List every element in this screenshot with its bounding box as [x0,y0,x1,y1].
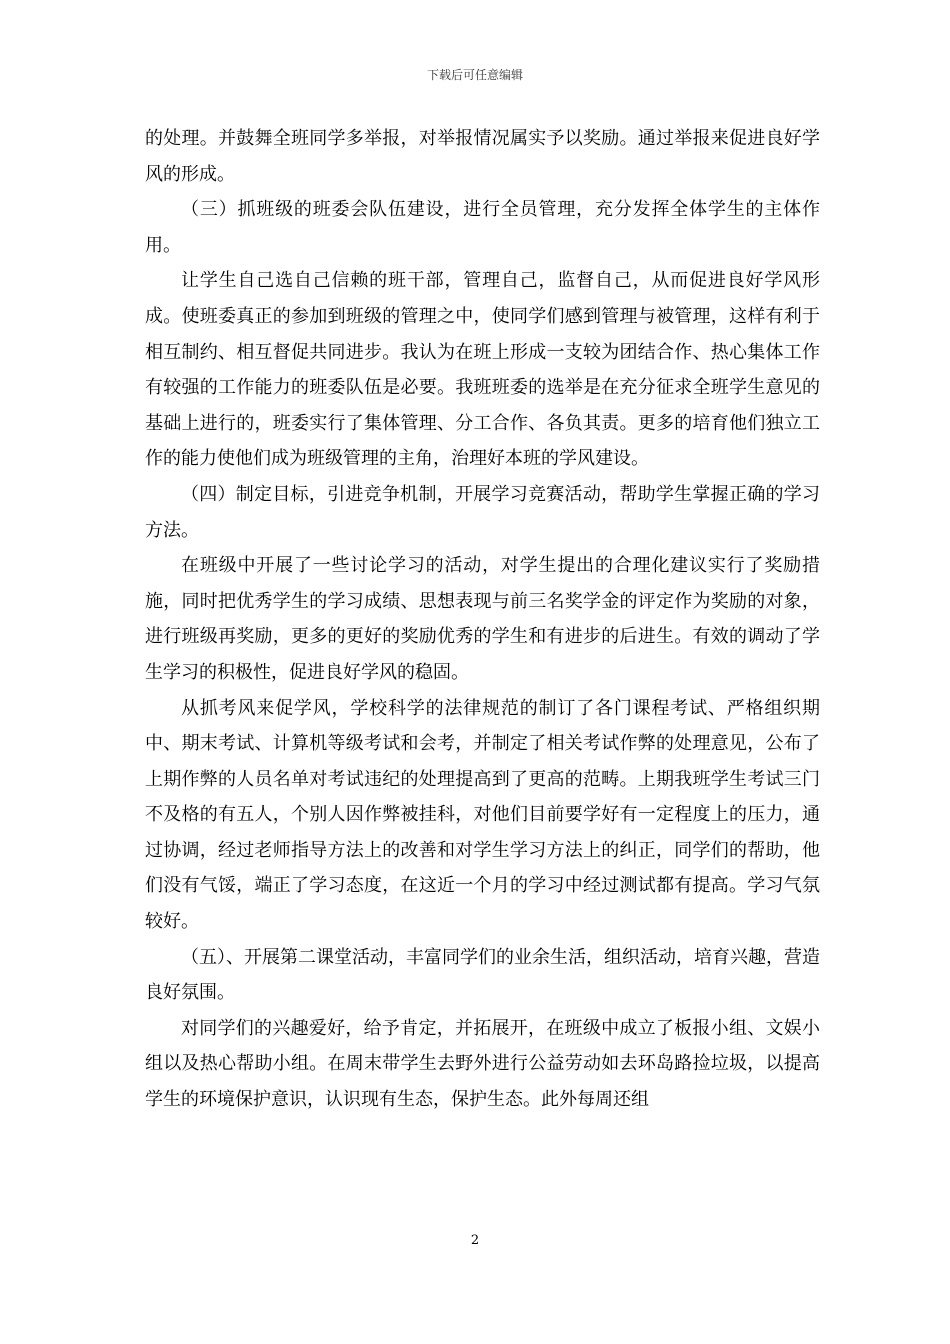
paragraph-continuation: 的处理。并鼓舞全班同学多举报，对举报情况属实予以奖励。通过举报来促进良好学风的形成。 [145,128,820,185]
section-heading-3: （三）抓班级的班委会队伍建设，进行全员管理，充分发挥全体学生的主体作用。 [145,199,820,256]
paragraph: 让学生自己选自己信赖的班干部，管理自己，监督自己，从而促进良好学风形成。使班委真正的参加到班级的管理之中，使同学们感到管理与被管理，这样有利于相互制约、相互督促共同进步。我认为在班上形成一支较为团结合作、热心集体工作有较强的工作能力的班委队伍是必要。我班班委的选举是在充分征求全班学生意见的基础上进行的，班委实行了集体管理、分工合作、各负其责。更多的培育他们独立工作的能力使他们成为班级管理的主角，治理好本班的学风建设。 [145,270,820,470]
section-heading-5: （五）、开展第二课堂活动，丰富同学们的业余生活，组织活动，培育兴趣，营造良好氛围。 [145,946,820,1004]
document-body [145,121,820,1118]
paragraph: 在班级中开展了一些讨论学习的活动，对学生提出的合理化建议实行了奖励措施，同时把优秀学生的学习成绩、思想表现与前三名奖学金的评定作为奖励的对象，进行班级再奖励，更多的更好的奖励优秀的学生和有进步的后进生。有效的调动了学生学习的积极性，促进良好学风的稳固。 [145,555,820,683]
paragraph: 对同学们的兴趣爱好，给予肯定，并拓展开，在班级中成立了板报小组、文娱小组以及热心帮助小组。在周末带学生去野外进行公益劳动如去环岛路捡垃圾，以提高学生的环境保护意识，认识现有生态，保护生态。此外每周还组 [145,1017,820,1111]
paragraph: 从抓考风来促学风，学校科学的法律规范的制订了各门课程考试、严格组织期中、期末考试、计算机等级考试和会考，并制定了相关考试作弊的处理意见，公布了上期作弊的人员名单对考试违纪的处理提高到了更高的范畴。上期我班学生考试三门不及格的有五人，个别人因作弊被挂科，对他们目前要学好有一定程度上的压力，通过协调，经过老师指导方法上的改善和对学生学习方法上的纠正，同学们的帮助，他们没有气馁，端正了学习态度，在这近一个月的学习中经过测试都有提高。学习气氛较好。 [145,697,820,933]
page-header: 下载后可任意编辑 [426,68,523,82]
section-heading-4: （四）制定目标，引进竞争机制，开展学习竞赛活动，帮助学生掌握正确的学习方法。 [145,483,820,541]
page-number: 2 [470,1233,480,1248]
